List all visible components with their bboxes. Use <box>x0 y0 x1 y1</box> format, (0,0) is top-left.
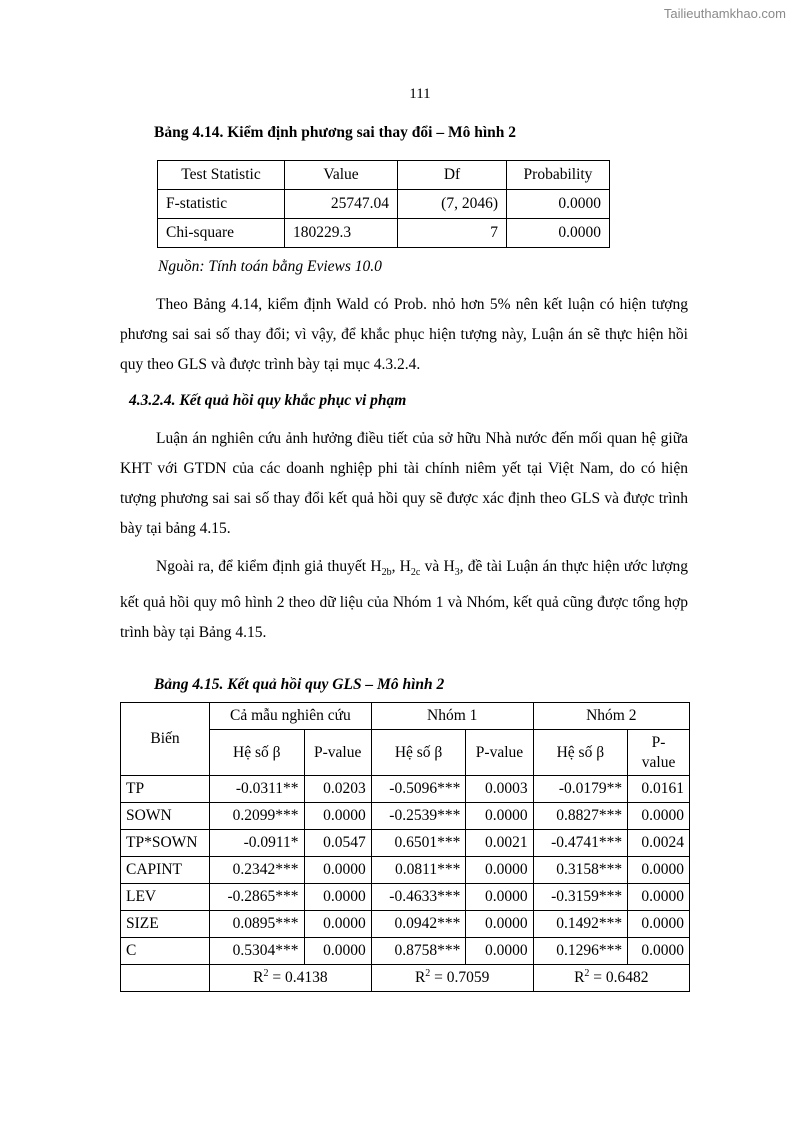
table-cell: 180229.3 <box>285 219 398 248</box>
table-row <box>121 857 690 884</box>
pvalue-header-line: value <box>641 753 676 771</box>
paragraph-2: Luận án nghiên cứu ảnh hưởng điều tiết của sở hữu Nhà nước đến mối quan hệ giữa KHT với GTDN của các doanh nghiệp phi tài chính niêm yết tại Việt Nam, do có hiện tượng phương sai sai số thay đổi kết quả hồi quy sẽ được xác định theo GLS và được trình bày tại bảng 4.15. <box>120 430 688 537</box>
heteroskedasticity-test-table <box>157 160 610 248</box>
table-row <box>121 884 690 911</box>
table-cell: 0.0000 <box>304 857 371 884</box>
r-squared-value: = 0.7059 <box>430 969 490 987</box>
page-number: 111 <box>409 86 431 102</box>
coef-header: Hệ số β <box>210 730 305 776</box>
table-cell: 0.0895*** <box>210 911 305 938</box>
table-cell: 0.0000 <box>628 803 690 830</box>
table-cell: 0.0000 <box>628 911 690 938</box>
table-cell: 0.0811*** <box>371 857 466 884</box>
variable-header: Biến <box>121 703 210 776</box>
table-row <box>121 803 690 830</box>
table-cell: 0.0000 <box>628 857 690 884</box>
header-cell: Probability <box>507 161 610 190</box>
section-heading: 4.3.2.4. Kết quả hồi quy khắc phục vi phạm <box>129 392 407 409</box>
table-row <box>121 911 690 938</box>
table-cell: 0.0000 <box>304 938 371 965</box>
group-header: Nhóm 1 <box>371 703 533 730</box>
table-cell: 0.8758*** <box>371 938 466 965</box>
pvalue-header: P-value <box>466 730 533 776</box>
superscript: 2 <box>425 968 431 980</box>
r-squared-cell <box>533 965 689 992</box>
coef-header: Hệ số β <box>371 730 466 776</box>
table-cell: 25747.04 <box>285 190 398 219</box>
empty-cell <box>121 965 210 992</box>
table-cell: 0.0000 <box>466 911 533 938</box>
table-cell: -0.0311** <box>210 776 305 803</box>
table-cell: 0.8827*** <box>533 803 628 830</box>
table-row <box>121 938 690 965</box>
table-cell: 0.6501*** <box>371 830 466 857</box>
r-squared-row <box>121 965 690 992</box>
table-cell: 0.0021 <box>466 830 533 857</box>
gls-results-table <box>120 702 690 992</box>
table-header-row <box>158 161 610 190</box>
r-squared-value: = 0.4138 <box>268 969 328 987</box>
variable-cell: C <box>121 938 210 965</box>
table-cell: 0.2099*** <box>210 803 305 830</box>
group-header: Cả mẫu nghiên cứu <box>210 703 372 730</box>
r-squared-label: R <box>414 969 426 987</box>
table-cell: 0.5304*** <box>210 938 305 965</box>
table-cell: -0.0179** <box>533 776 628 803</box>
text-run: và H <box>420 558 455 575</box>
group-header: Nhóm 2 <box>533 703 689 730</box>
group-header-row <box>121 703 690 730</box>
variable-cell: TP*SOWN <box>121 830 210 857</box>
table-cell: 0.0000 <box>466 884 533 911</box>
source-note: Nguồn: Tính toán bằng Eviews 10.0 <box>158 258 382 275</box>
table-cell: 7 <box>398 219 507 248</box>
table-cell: -0.5096*** <box>371 776 466 803</box>
r-squared-label: R <box>253 969 264 987</box>
table-row <box>121 830 690 857</box>
table-cell: 0.2342*** <box>210 857 305 884</box>
table-row <box>158 219 610 248</box>
table-cell: F-statistic <box>158 190 285 219</box>
coef-header: Hệ số β <box>533 730 628 776</box>
table-cell: 0.0547 <box>304 830 371 857</box>
subscript: 2b <box>381 567 392 579</box>
table-cell: Chi-square <box>158 219 285 248</box>
table-row <box>158 190 610 219</box>
paragraph-1: Theo Bảng 4.14, kiểm định Wald có Prob. nhỏ hơn 5% nên kết luận có hiện tượng phương sai sai số thay đổi; vì vậy, để khắc phục hiện tượng này, Luận án sẽ thực hiện hồi quy theo GLS và được trình bày tại mục 4.3.2.4. <box>120 296 688 373</box>
table-cell: 0.0000 <box>304 884 371 911</box>
table-cell: 0.1492*** <box>533 911 628 938</box>
table-cell: -0.4633*** <box>371 884 466 911</box>
superscript: 2 <box>584 968 590 980</box>
text-run: Ngoài ra, để kiểm định giả thuyết H <box>156 558 382 575</box>
table-cell: 0.0024 <box>628 830 690 857</box>
table-cell: 0.0161 <box>628 776 690 803</box>
variable-cell: TP <box>121 776 210 803</box>
watermark: Tailieuthamkhao.com <box>663 6 786 21</box>
table-cell: -0.4741*** <box>533 830 628 857</box>
table-cell: -0.0911* <box>210 830 305 857</box>
r-squared-cell <box>210 965 372 992</box>
table-cell: 0.0000 <box>304 803 371 830</box>
variable-cell: SIZE <box>121 911 210 938</box>
table-row <box>121 776 690 803</box>
table-cell: -0.2865*** <box>210 884 305 911</box>
variable-cell: SOWN <box>121 803 210 830</box>
table-cell: (7, 2046) <box>398 190 507 219</box>
table-cell: 0.0000 <box>466 857 533 884</box>
pvalue-header: P-value <box>304 730 371 776</box>
header-cell: Value <box>285 161 398 190</box>
table-cell: -0.3159*** <box>533 884 628 911</box>
r-squared-cell <box>371 965 533 992</box>
table-2-caption: Bảng 4.15. Kết quả hồi quy GLS – Mô hình 2 <box>154 676 445 693</box>
superscript: 2 <box>263 968 269 980</box>
variable-cell: CAPINT <box>121 857 210 884</box>
header-cell: Df <box>398 161 507 190</box>
header-cell: Test Statistic <box>158 161 285 190</box>
table-cell: 0.0000 <box>507 190 610 219</box>
table-cell: 0.0203 <box>304 776 371 803</box>
subscript: 3 <box>454 567 460 579</box>
table-cell: 0.0000 <box>466 803 533 830</box>
table-cell: 0.0000 <box>628 884 690 911</box>
table-cell: 0.0000 <box>507 219 610 248</box>
r-squared-value: = 0.6482 <box>589 969 649 987</box>
pvalue-header <box>628 730 690 776</box>
table-cell: 0.0000 <box>628 938 690 965</box>
r-squared-label: R <box>574 969 585 987</box>
table-cell: 0.0000 <box>466 938 533 965</box>
table-cell: 0.3158*** <box>533 857 628 884</box>
table-cell: -0.2539*** <box>371 803 466 830</box>
table-cell: 0.0003 <box>466 776 533 803</box>
subscript: 2c <box>410 567 421 579</box>
table-cell: 0.1296*** <box>533 938 628 965</box>
paragraph-3 <box>120 552 688 648</box>
text-run: , H <box>391 558 411 575</box>
variable-cell: LEV <box>121 884 210 911</box>
table-1-caption: Bảng 4.14. Kiểm định phương sai thay đổi – Mô hình 2 <box>154 124 516 141</box>
table-cell: 0.0000 <box>304 911 371 938</box>
text-run: , đề tài Luận án thực hiện ước lượng kết quả hồi quy mô hình 2 theo dữ liệu của Nhóm 1 và Nhóm, kết quả cũng được tổng hợp trình bày tại Bảng 4.15. <box>120 558 688 642</box>
table-cell: 0.0942*** <box>371 911 466 938</box>
pvalue-header-line: P- <box>651 733 666 751</box>
